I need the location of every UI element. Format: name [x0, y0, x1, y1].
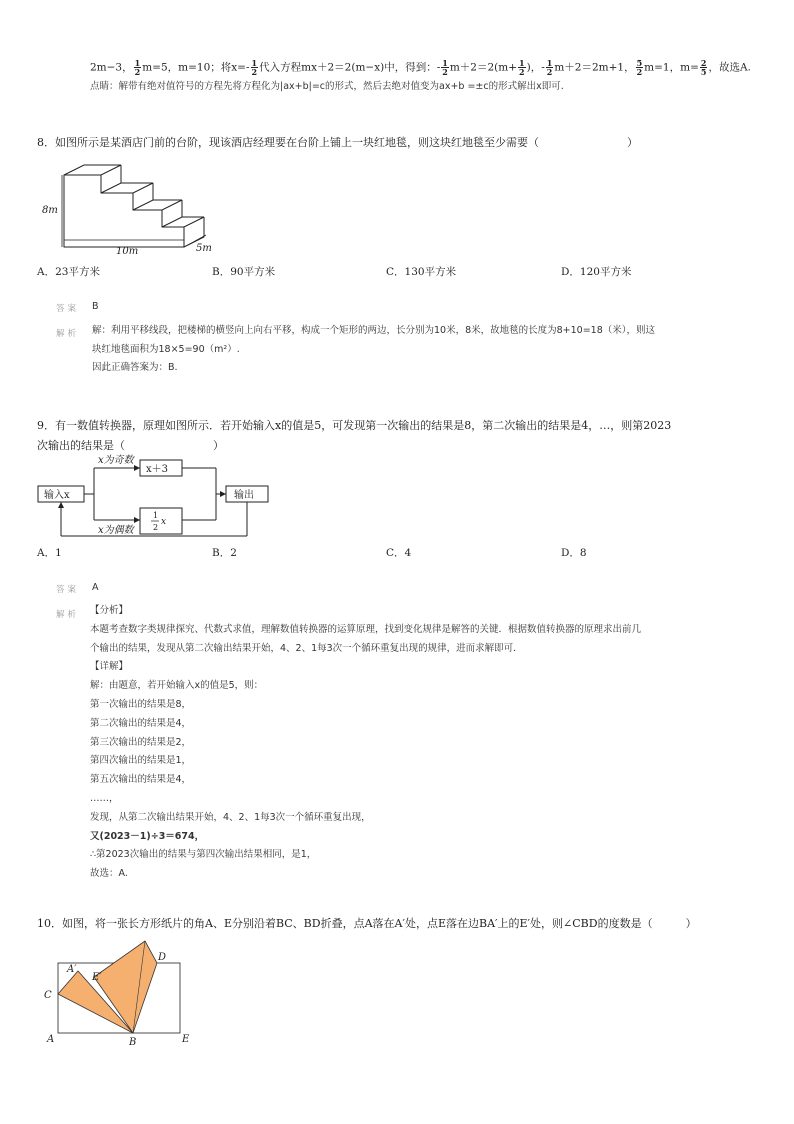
fraction: $\frac{1}{2}$ — [546, 58, 553, 77]
q9-answer-label: 答案 — [56, 585, 80, 595]
q9-option-a[interactable]: A．1 — [37, 547, 62, 559]
q9-converter-figure — [36, 454, 276, 540]
q9-plus3-label: x＋3 — [146, 464, 169, 475]
q9-option-c[interactable]: C．4 — [386, 547, 412, 559]
q9-odd-label: x为奇数 — [98, 455, 134, 466]
q8-height-label: 8m — [42, 205, 58, 216]
q8-option-d[interactable]: D．120平方米 — [561, 266, 632, 278]
q9-half-x: x — [161, 517, 167, 527]
q8-analysis: 解：利用平移线段，把楼梯的横竖向上向右平移，构成一个矩形的两边，长分别为10米，8米，故地毯的长度为8+10=18（米），则这 块红地毯面积为18×5=90（m²）. 因此正确答案为：B. — [92, 325, 656, 374]
q10-fold-figure — [40, 938, 200, 1048]
q9-stem-line2: 次输出的结果是（ ） — [37, 439, 224, 452]
q8-depth-label: 5m — [196, 243, 212, 254]
q8-answer-label: 答案 — [56, 304, 80, 314]
q9-analysis: 【分析】 本题考查数字类规律探究、代数式求值，理解数值转换器的运算原理，找到变化规律是解答的关键．根据数值转换器的原理求出前几 个输出的结果，发现从第二次输出结果开始，4、2、1每3次一个循环重复出现的规律，进而求解即可． 【详解】 解：由题意，若开始输入x的值是5，则： 第一次输出的结果是8， 第二次输出的结果是4， 第三次输出的结果是2， 第四次输出的结果是1， 第五次输出的结果是4， ……， 发现，从第二次输出结果开始，4、2、1每3次一个循环重复出现， 又(2023－1)÷3＝674， ∴第2023次输出的结果与第四次输出结果相同，是1， 故选：A. — [90, 605, 642, 880]
q10-label-b: B — [129, 1037, 137, 1048]
q9-option-b[interactable]: B．2 — [212, 547, 237, 559]
q9-answer: A — [92, 582, 99, 593]
q9-half-den: 2 — [153, 523, 159, 532]
q9-stem-line1: 9．有一数值转换器，原理如图所示．若开始输入x的值是5，可发现第一次输出的结果是8，第二次输出的结果是4，…，则第2023 — [37, 419, 672, 432]
top-note-line: 点睛：解带有绝对值符号的方程先将方程化为|ax+b|=c的形式，然后去绝对值变为ax+b =±c的形式解出x即可. — [90, 81, 564, 92]
fraction: $\frac{1}{2}$ — [134, 58, 141, 77]
q10-stem: 10．如图，将一张长方形纸片的角A、E分别沿着BC、BD折叠，点A落在A′处，点E落在边BA′上的E′处，则∠CBD的度数是（ ） — [37, 917, 697, 930]
q8-stem: 8．如图所示是某酒店门前的台阶，现该酒店经理要在台阶上铺上一块红地毯，则这块红地毯至少需要（ ） — [37, 136, 638, 149]
q9-analysis-label: 解析 — [56, 610, 80, 620]
q10-label-e: E — [182, 1034, 190, 1045]
fraction: $\frac{2}{5}$ — [700, 58, 707, 77]
q8-option-c[interactable]: C．130平方米 — [386, 266, 457, 278]
q8-analysis-label: 解析 — [56, 329, 80, 339]
q9-input-label: 输入x — [44, 490, 70, 501]
q8-stairs-figure — [38, 155, 218, 260]
q10-label-a-prime: A′ — [67, 964, 77, 975]
q8-answer: B — [92, 301, 99, 312]
q10-label-c: C — [44, 990, 52, 1001]
q8-option-a[interactable]: A．23平方米 — [37, 266, 100, 278]
q9-output-label: 输出 — [234, 490, 254, 501]
q10-label-e-prime: E′ — [92, 972, 102, 983]
q9-half-num: 1 — [153, 511, 159, 520]
q9-option-d[interactable]: D．8 — [561, 547, 587, 559]
q8-option-b[interactable]: B．90平方米 — [212, 266, 276, 278]
fraction: $\frac{1}{2}$ — [519, 58, 525, 77]
q9-even-label: x为偶数 — [98, 525, 134, 536]
fraction: $\frac{5}{2}$ — [636, 58, 643, 77]
fraction: $\frac{1}{2}$ — [442, 58, 448, 77]
q10-label-d: D — [158, 952, 167, 963]
q10-label-a: A — [47, 1034, 55, 1045]
top-solution-line: 2m−3， $\frac{1}{2}$ m=5，m=10；将x=- $\frac{1}{2}$ 代入方程mx＋2＝2(m−x)中，得到：- $\frac{1}{2}$ m＋2＝2(m+ $\frac{1}{2}$ )，- $\frac{1}{2}$ m＋2＝2m+1， $\frac{5}{2}$ m=1，m= $\frac{2}{5}$ ，故选A. — [90, 58, 751, 77]
q8-width-label: 10m — [116, 246, 139, 257]
fraction: $\frac{1}{2}$ — [251, 58, 258, 77]
